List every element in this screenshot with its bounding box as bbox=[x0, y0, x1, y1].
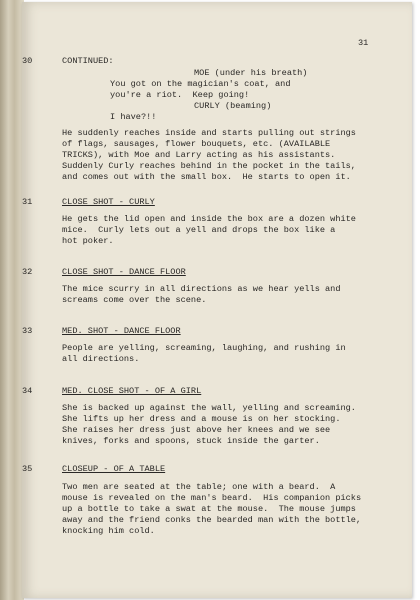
scene-34-heading: MED. CLOSE SHOT - OF A GIRL bbox=[62, 386, 202, 396]
scene-number-32: 32 bbox=[22, 267, 33, 277]
script-page bbox=[22, 2, 412, 598]
page-number: 31 bbox=[358, 38, 369, 48]
curly-dialogue: I have?!! bbox=[110, 112, 157, 122]
scene-33-heading: MED. SHOT - DANCE FLOOR bbox=[62, 326, 181, 336]
scene-number-34: 34 bbox=[22, 386, 33, 396]
scene-number-31: 31 bbox=[22, 197, 33, 207]
binding-edge bbox=[0, 0, 24, 600]
scene-number-35: 35 bbox=[22, 464, 33, 474]
scene-34-action: She is backed up against the wall, yelling and screaming. She lifts up her dress and a mouse is on her stocking. She raises her dress just above her knees and we see knives, forks and spoons, stuck inside the garter. bbox=[62, 403, 356, 446]
moe-character-cue: MOE (under his breath) bbox=[194, 68, 308, 78]
continued-label: CONTINUED: bbox=[62, 56, 114, 66]
curly-character-cue: CURLY (beaming) bbox=[194, 101, 272, 111]
scene-31-action: He gets the lid open and inside the box are a dozen white mice. Curly lets out a yell and drops the box like a hot poker. bbox=[62, 214, 356, 246]
scene-number-30: 30 bbox=[22, 56, 33, 66]
scene-31-heading: CLOSE SHOT - CURLY bbox=[62, 197, 155, 207]
scene-32-action: The mice scurry in all directions as we hear yells and screams come over the scene. bbox=[62, 284, 341, 305]
scene-35-heading: CLOSEUP - OF A TABLE bbox=[62, 464, 166, 474]
scene-30-action: He suddenly reaches inside and starts pulling out strings of flags, sausages, flower bouquets, etc. (AVAILABLE TRICKS), with Moe and Larry acting as his assistants. Suddenly Curly reaches behind in the pocket in the tails, and comes out with the small box. He starts to open it. bbox=[62, 128, 356, 182]
moe-dialogue: You got on the magician's coat, and you're a riot. Keep going! bbox=[110, 79, 291, 100]
scene-32-heading: CLOSE SHOT - DANCE FLOOR bbox=[62, 267, 186, 277]
scene-35-action: Two men are seated at the table; one with a beard. A mouse is revealed on the man's beard. His companion picks up a bottle to take a swat at the mouse. The mouse jumps away and the friend conks the bearded man with the bottle, knocking him cold. bbox=[62, 482, 362, 536]
scene-number-33: 33 bbox=[22, 326, 33, 336]
scene-33-action: People are yelling, screaming, laughing, and rushing in all directions. bbox=[62, 343, 346, 364]
